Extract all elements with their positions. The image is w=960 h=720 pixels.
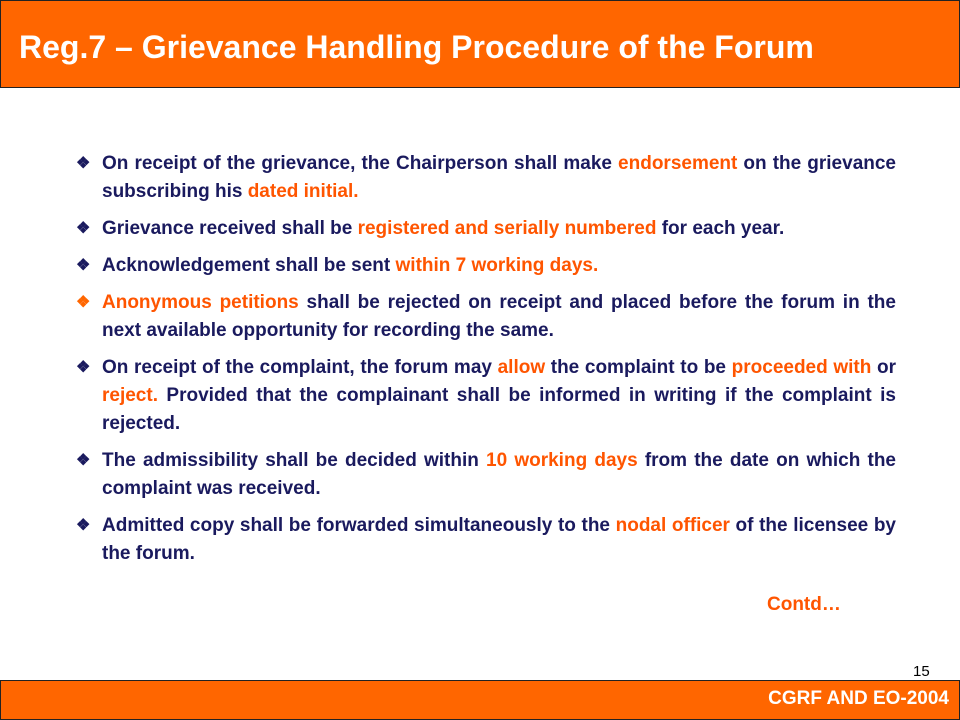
diamond-bullet-icon: ❖ — [76, 257, 91, 274]
footer-text: CGRF AND EO-2004 — [768, 688, 949, 709]
diamond-bullet-icon: ❖ — [76, 359, 91, 376]
bullet-text: Provided that the complainant shall be informed in writing if the complaint is rejected. — [102, 385, 896, 434]
bullet-item — [76, 150, 896, 206]
highlighted-text: endorsement — [618, 153, 738, 174]
diamond-bullet-icon: ❖ — [76, 155, 91, 172]
highlighted-text: proceeded with — [731, 357, 872, 378]
contd-label: Contd… — [767, 594, 841, 615]
bullet-text: shall be rejected on receipt and placed before the forum in the next available opportunity for recording the same. — [102, 292, 896, 341]
diamond-bullet-icon: ❖ — [76, 517, 91, 534]
highlighted-text: within 7 working days. — [395, 255, 599, 276]
bullet-item — [76, 354, 896, 438]
bullet-text: Admitted copy shall be forwarded simultaneously to the — [102, 515, 616, 536]
highlighted-text: allow — [497, 357, 546, 378]
highlighted-text: 10 working days — [486, 450, 638, 471]
bullet-item — [76, 512, 896, 568]
page-number: 15 — [913, 663, 930, 680]
bullet-text: on the grievance subscribing his — [102, 153, 896, 202]
bullet-text: the complaint to be — [545, 357, 732, 378]
footer-bar — [0, 680, 960, 720]
highlighted-text: reject. — [102, 385, 158, 406]
diamond-bullet-icon: ❖ — [76, 452, 91, 469]
bullet-item — [76, 215, 896, 243]
highlighted-text: registered and serially numbered — [357, 218, 657, 239]
bullet-item — [76, 447, 896, 503]
bullet-text: for each year. — [656, 218, 785, 239]
bullet-item — [76, 252, 896, 280]
slide-title: Reg.7 – Grievance Handling Procedure of the Forum — [19, 29, 814, 65]
highlighted-text: Anonymous petitions — [102, 292, 299, 313]
highlighted-text: nodal officer — [615, 515, 730, 536]
bullet-text: Grievance received shall be — [102, 218, 358, 239]
bullet-text: of the licensee by the forum. — [102, 515, 896, 564]
bullet-text: or — [871, 357, 896, 378]
highlighted-text: dated initial. — [247, 181, 359, 202]
bullet-text: from the date on which the complaint was received. — [102, 450, 896, 499]
bullet-text: On receipt of the grievance, the Chairperson shall make — [102, 153, 619, 174]
title-bar — [0, 0, 960, 88]
diamond-bullet-icon: ❖ — [76, 294, 91, 311]
diamond-bullet-icon: ❖ — [76, 220, 91, 237]
bullet-list — [76, 150, 896, 577]
bullet-text: Acknowledgement shall be sent — [102, 255, 396, 276]
bullet-item — [76, 289, 896, 345]
bullet-text: On receipt of the complaint, the forum may — [102, 357, 498, 378]
bullet-text: The admissibility shall be decided within — [102, 450, 487, 471]
